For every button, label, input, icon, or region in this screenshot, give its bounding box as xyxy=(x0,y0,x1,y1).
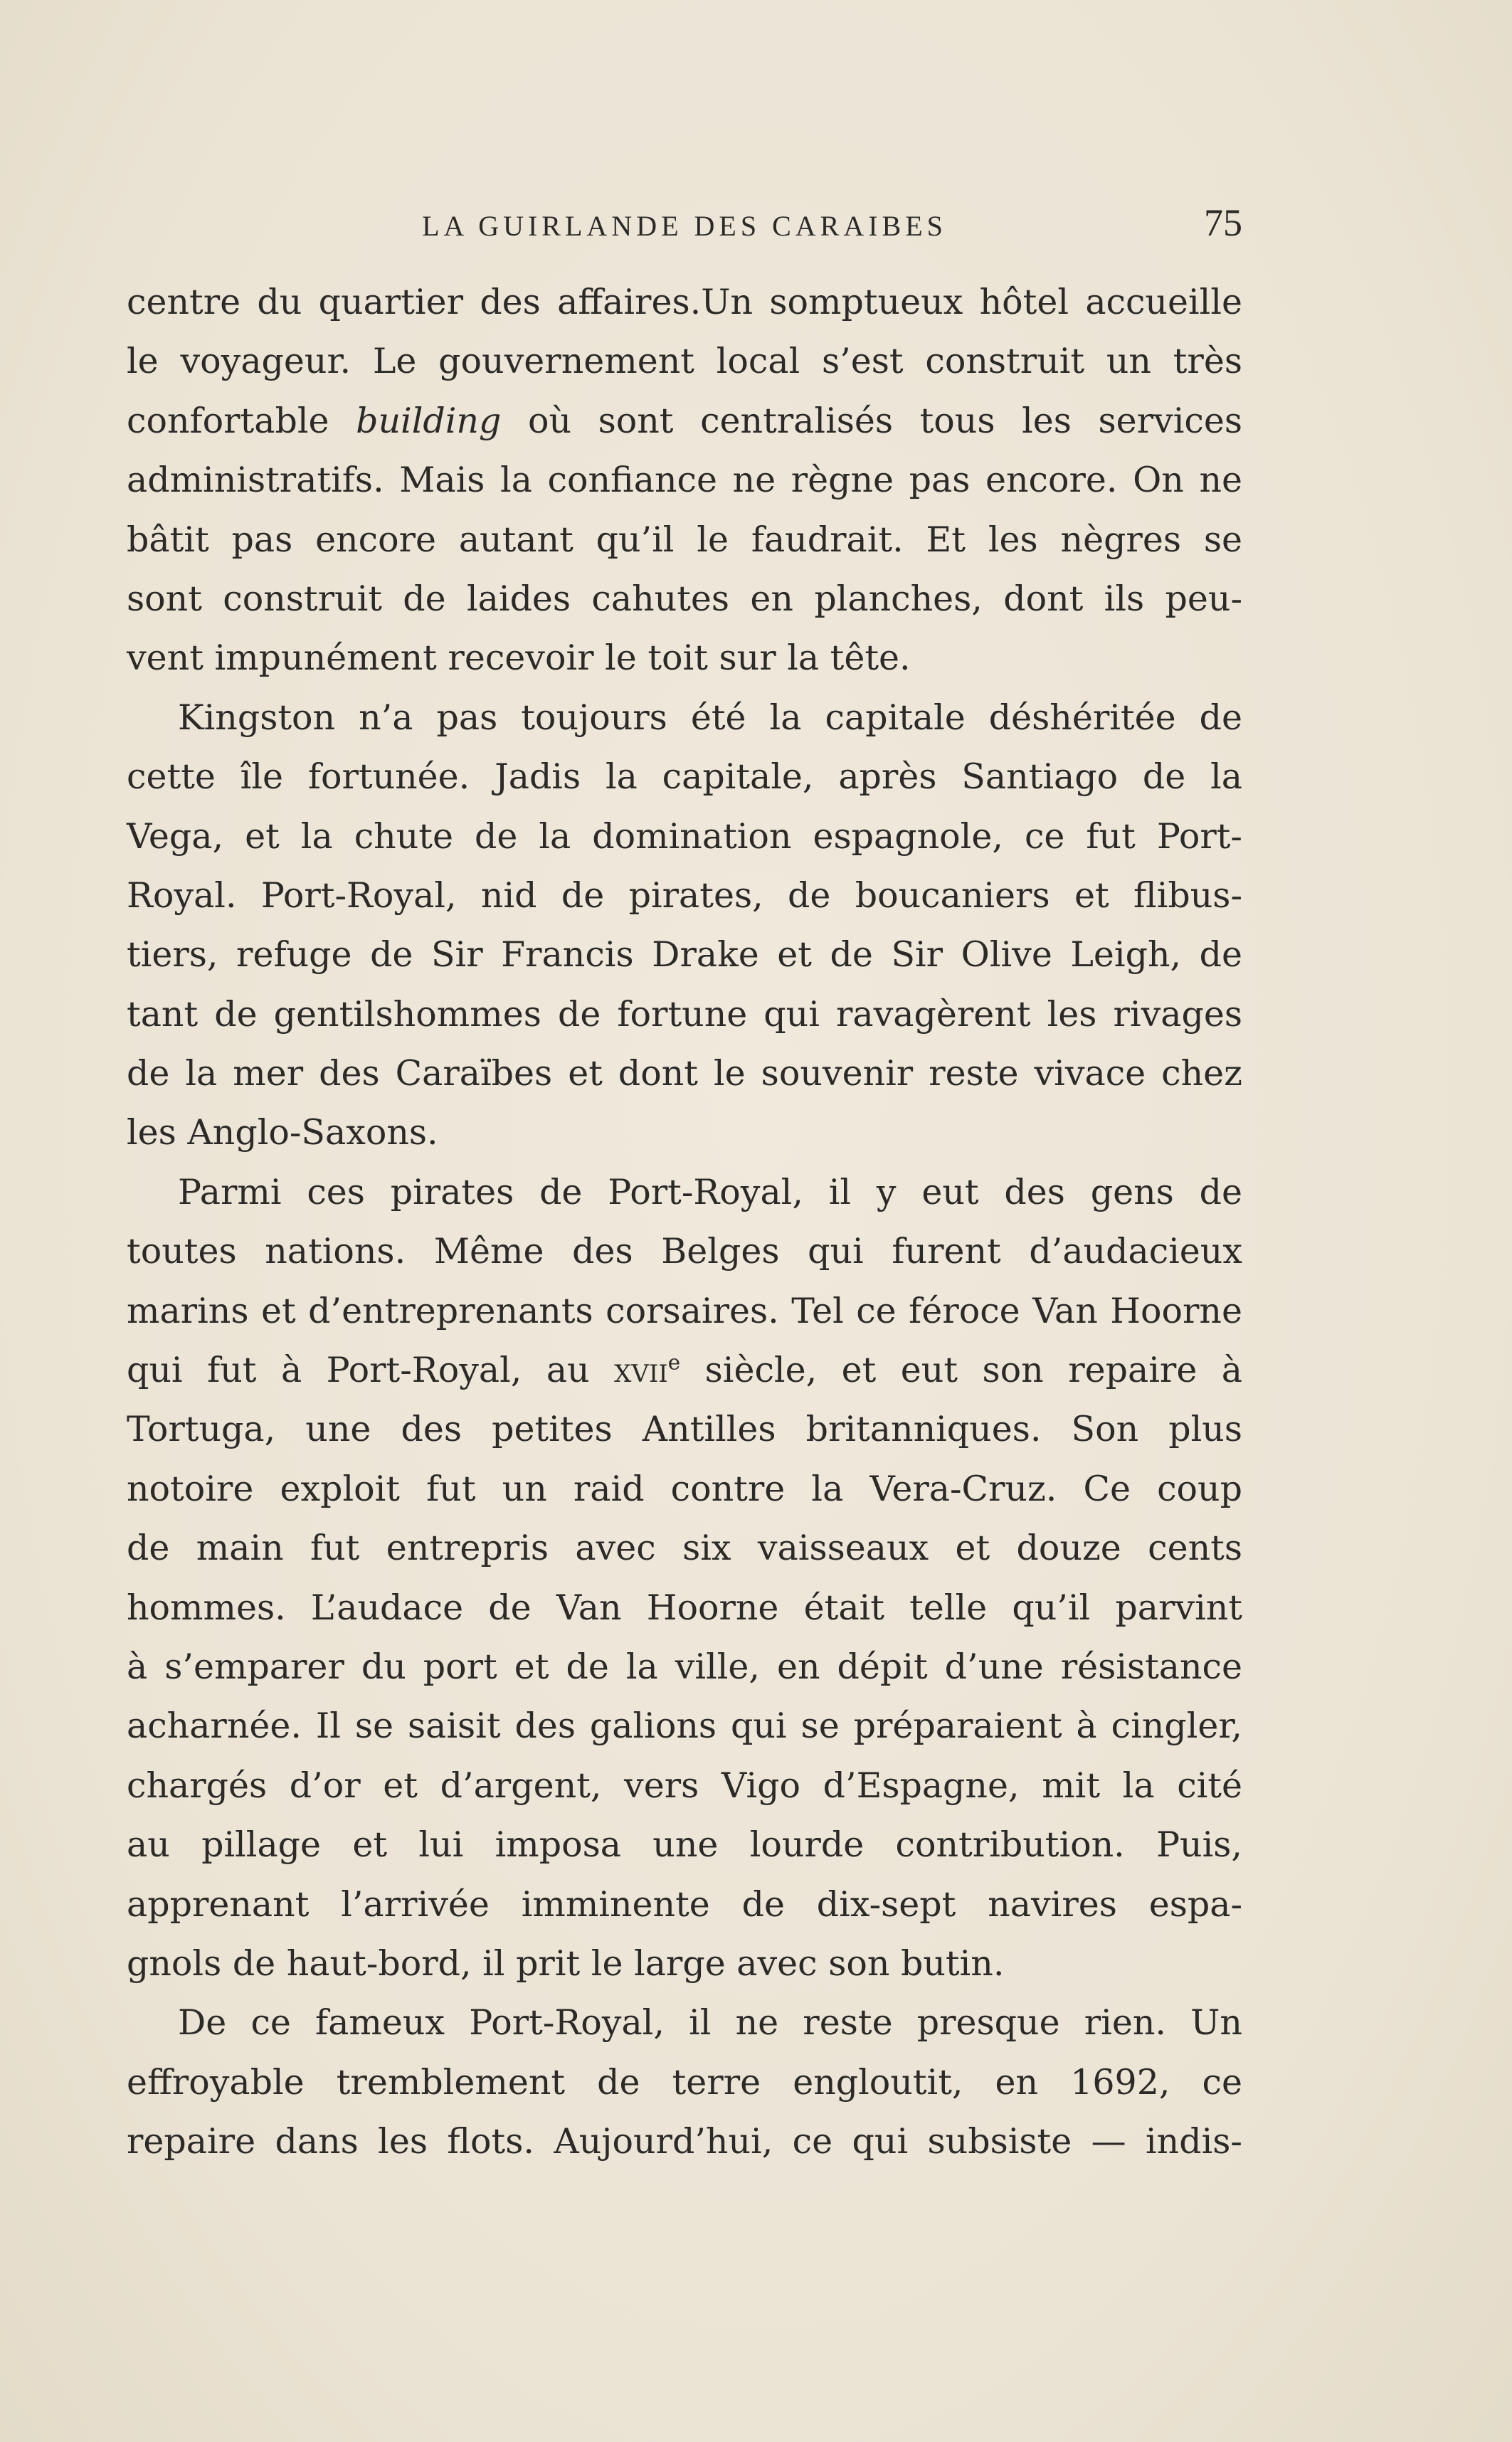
text-line: notoire exploit fut un raid contre la Vera-Cruz. Ce coup xyxy=(127,1468,1242,1509)
text-line: à s’emparer du port et de la ville, en dépit d’une résistance xyxy=(127,1646,1242,1687)
text-line: repaire dans les flots. Aujourd’hui, ce qui subsiste — indis- xyxy=(127,2121,1242,2162)
running-title: LA GUIRLANDE DES CARAIBES xyxy=(422,210,947,242)
text-span: siècle, et eut son repaire à xyxy=(704,1350,1243,1391)
text-line: les Anglo-Saxons. xyxy=(127,1112,438,1153)
text-line: Royal. Port-Royal, nid de pirates, de boucaniers et flibus- xyxy=(127,874,1242,916)
text-line: hommes. L’audace de Van Hoorne était telle qu’il parvint xyxy=(127,1587,1242,1628)
text-line: gnols de haut-bord, il prit le large avec son butin. xyxy=(127,1942,1005,1984)
text-line: toutes nations. Même des Belges qui furent d’audacieux xyxy=(127,1231,1242,1272)
italic-word: building xyxy=(356,400,502,441)
text-line: Kingston n’a pas toujours été la capitale déshéritée de xyxy=(178,697,1242,738)
text-line: de main fut entrepris avec six vaisseaux et douze cents xyxy=(127,1528,1242,1569)
text-line: sont construit de laides cahutes en planches, dont ils peu- xyxy=(127,578,1242,619)
text-line: apprenant l’arrivée imminente de dix-sept navires espa- xyxy=(127,1883,1242,1925)
text-line: le voyageur. Le gouvernement local s’est construit un très xyxy=(127,341,1242,382)
text-line: tiers, refuge de Sir Francis Drake et de Sir Olive Leigh, de xyxy=(127,934,1242,976)
text-line: Parmi ces pirates de Port-Royal, il y eut des gens de xyxy=(178,1171,1242,1212)
text-line: effroyable tremblement de terre engloutit, en 1692, ce xyxy=(127,2061,1242,2103)
running-head xyxy=(127,201,1242,250)
text-line: cette île fortunée. Jadis la capitale, après Santiago de la xyxy=(127,756,1242,798)
text-line: administratifs. Mais la confiance ne règne pas encore. On ne xyxy=(127,460,1242,501)
text-line: acharnée. Il se saisit des galions qui se préparaient à cingler, xyxy=(127,1706,1242,1747)
text-span: où sont centralisés tous les services xyxy=(527,400,1243,441)
text-line: vent impunément recevoir le toit sur la tête. xyxy=(127,638,911,679)
page-number: 75 xyxy=(1204,201,1242,244)
text-line: au pillage et lui imposa une lourde contribution. Puis, xyxy=(127,1824,1242,1866)
body-text xyxy=(127,273,1242,2172)
text-line: chargés d’or et d’argent, vers Vigo d’Espagne, mit la cité xyxy=(127,1765,1242,1806)
text-span: qui fut à Port-Royal, au xyxy=(127,1350,590,1391)
text-line xyxy=(127,1341,1242,1400)
text-line: centre du quartier des affaires.Un somptueux hôtel accueille xyxy=(127,282,1242,322)
text-span: confortable xyxy=(127,400,329,441)
century-numeral: xvii xyxy=(614,1350,668,1391)
superscript: e xyxy=(667,1350,681,1375)
text-line xyxy=(127,391,1242,450)
text-line: de la mer des Caraïbes et dont le souvenir reste vivace chez xyxy=(127,1053,1242,1094)
text-line: bâtit pas encore autant qu’il le faudrait. Et les nègres se xyxy=(127,519,1242,560)
text-line: marins et d’entreprenants corsaires. Tel ce féroce Van Hoorne xyxy=(127,1290,1242,1331)
text-line: tant de gentilshommes de fortune qui ravagèrent les rivages xyxy=(127,993,1242,1035)
text-line: De ce fameux Port-Royal, il ne reste presque rien. Un xyxy=(178,2002,1242,2044)
text-line: Vega, et la chute de la domination espagnole, ce fut Port- xyxy=(127,815,1242,857)
text-line: Tortuga, une des petites Antilles britanniques. Son plus xyxy=(127,1409,1242,1450)
